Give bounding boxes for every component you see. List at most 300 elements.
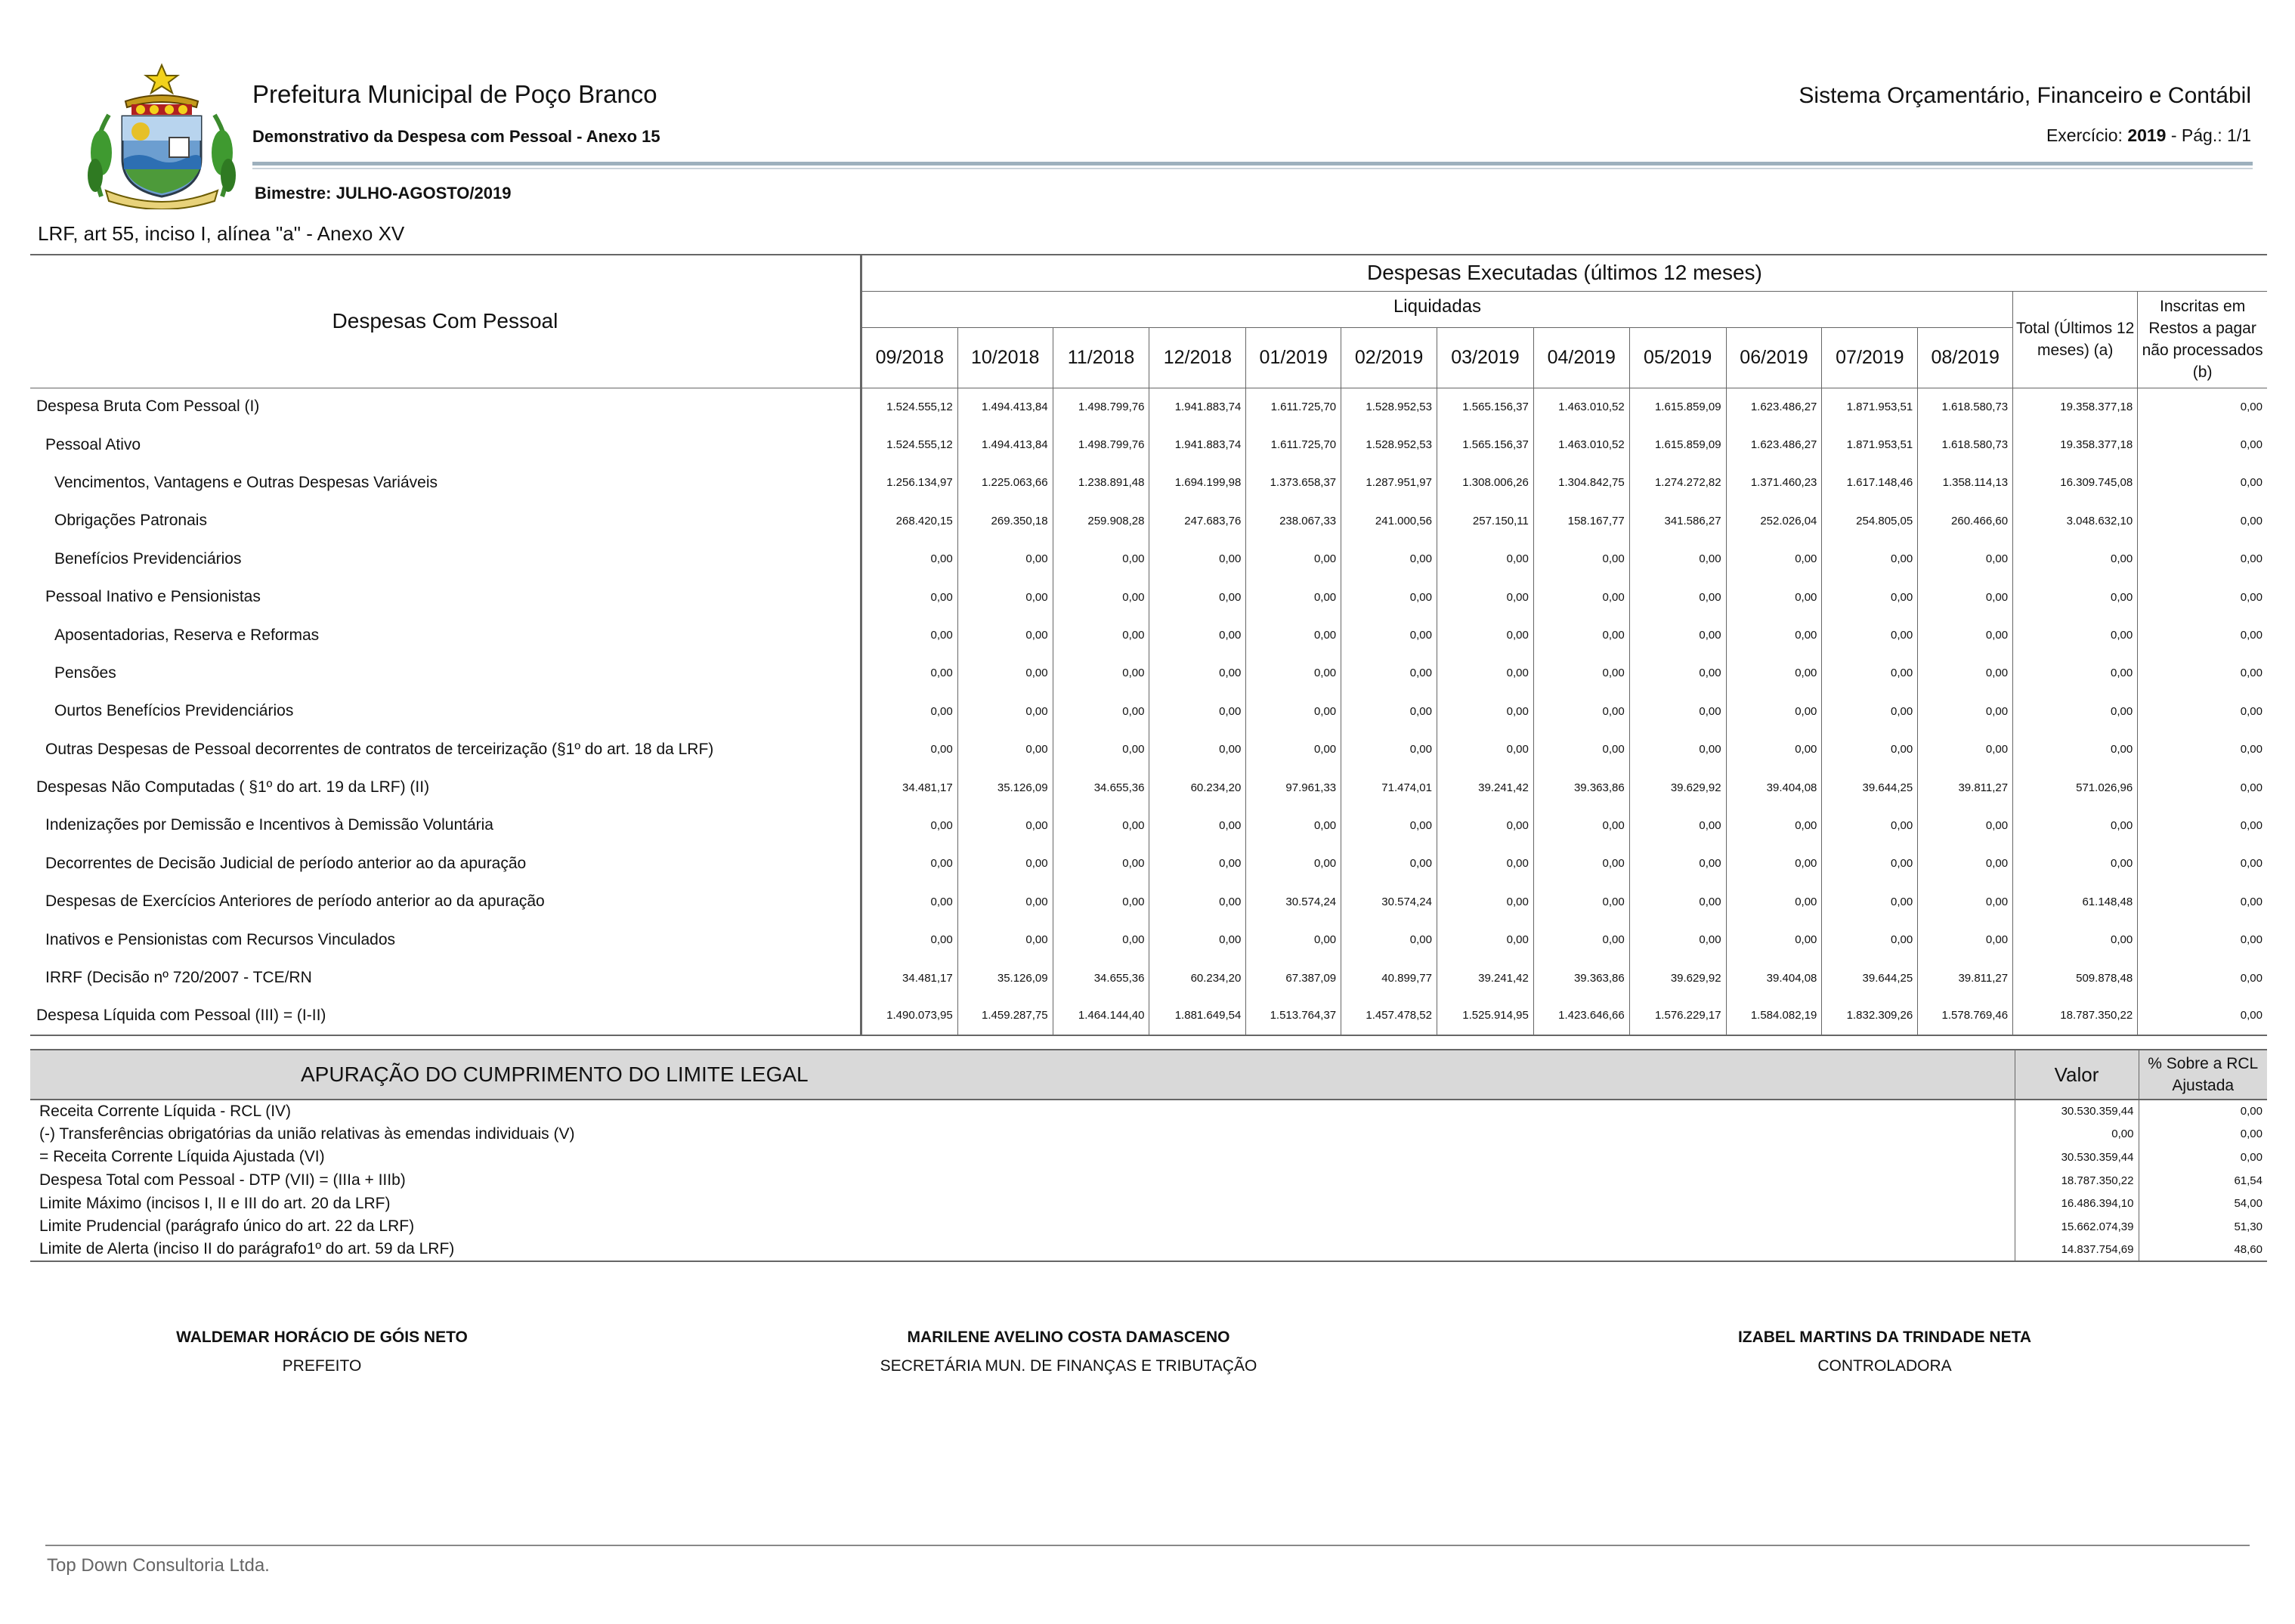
month-value-cell: 0,00 (1246, 692, 1341, 730)
total-value-cell: 3.048.632,10 (2013, 502, 2138, 540)
bimester-label: Bimestre: JULHO-AGOSTO/2019 (255, 184, 512, 203)
month-header: 07/2019 (1822, 327, 1918, 388)
month-value-cell: 0,00 (1918, 845, 2013, 883)
month-value-cell: 0,00 (1629, 883, 1726, 920)
total-12-months-header: Total (Últimos 12 meses) (a) (2013, 291, 2138, 388)
month-value-cell: 1.525.914,95 (1437, 997, 1534, 1035)
table-row (30, 997, 2267, 1035)
month-value-cell: 0,00 (1053, 692, 1149, 730)
row-label: Ourtos Benefícios Previdenciários (54, 702, 294, 720)
month-value-cell: 0,00 (1918, 578, 2013, 616)
month-value-cell: 260.466,60 (1918, 502, 2013, 540)
month-value-cell: 1.274.272,82 (1629, 464, 1726, 502)
month-value-cell: 0,00 (1726, 920, 1822, 958)
month-value-cell: 1.513.764,37 (1246, 997, 1341, 1035)
limit-row-value: 16.486.394,10 (2015, 1192, 2139, 1215)
month-value-cell: 0,00 (1726, 616, 1822, 654)
month-value-cell: 40.899,77 (1341, 959, 1437, 997)
month-value-cell: 1.371.460,23 (1726, 464, 1822, 502)
month-value-cell: 0,00 (1246, 616, 1341, 654)
limit-compliance-table (30, 1049, 2267, 1262)
month-value-cell: 0,00 (1822, 845, 1918, 883)
month-value-cell: 341.586,27 (1629, 502, 1726, 540)
limit-row (30, 1146, 2267, 1169)
month-value-cell: 269.350,18 (957, 502, 1053, 540)
limit-row (30, 1239, 2267, 1262)
month-value-cell: 0,00 (1533, 731, 1629, 769)
total-value-cell: 18.787.350,22 (2013, 997, 2138, 1035)
month-value-cell: 1.238.891,48 (1053, 464, 1149, 502)
limit-row (30, 1192, 2267, 1215)
month-header: 03/2019 (1437, 327, 1534, 388)
month-header: 11/2018 (1053, 327, 1149, 388)
month-value-cell: 0,00 (1149, 920, 1246, 958)
month-value-cell: 0,00 (1437, 540, 1534, 578)
month-value-cell: 1.565.156,37 (1437, 425, 1534, 463)
row-label: Despesas de Exercícios Anteriores de período anterior ao da apuração (45, 892, 545, 911)
month-value-cell: 0,00 (1822, 616, 1918, 654)
month-value-cell: 0,00 (1533, 616, 1629, 654)
month-value-cell: 1.617.148,46 (1822, 464, 1918, 502)
signature-role: PREFEITO (282, 1357, 362, 1375)
report-subtitle: Demonstrativo da Despesa com Pessoal - Anexo 15 (252, 127, 660, 146)
month-value-cell: 39.363,86 (1533, 769, 1629, 806)
inscritas-value-cell: 0,00 (2138, 920, 2267, 958)
value-header: Valor (2015, 1050, 2139, 1100)
limit-row-label: Receita Corrente Líquida - RCL (IV) (39, 1102, 292, 1120)
month-value-cell: 0,00 (1149, 692, 1246, 730)
month-value-cell: 0,00 (1246, 540, 1341, 578)
month-value-cell: 0,00 (1629, 806, 1726, 844)
month-value-cell: 0,00 (1053, 616, 1149, 654)
month-header: 05/2019 (1629, 327, 1726, 388)
row-label: Pessoal Ativo (45, 435, 141, 453)
month-value-cell: 0,00 (1149, 654, 1246, 692)
month-value-cell: 0,00 (1246, 654, 1341, 692)
month-value-cell: 0,00 (1149, 578, 1246, 616)
month-value-cell: 1.423.646,66 (1533, 997, 1629, 1035)
limit-row-label: (-) Transferências obrigatórias da união relativas às emendas individuais (V) (39, 1124, 575, 1143)
inscritas-value-cell: 0,00 (2138, 540, 2267, 578)
month-value-cell: 0,00 (1533, 540, 1629, 578)
month-value-cell: 0,00 (1726, 883, 1822, 920)
month-value-cell: 1.459.287,75 (957, 997, 1053, 1035)
month-value-cell: 0,00 (861, 616, 957, 654)
month-value-cell: 0,00 (1341, 616, 1437, 654)
row-label: Aposentadorias, Reserva e Reformas (54, 626, 320, 644)
inscritas-value-cell: 0,00 (2138, 388, 2267, 425)
month-value-cell: 39.629,92 (1629, 769, 1726, 806)
signature-finance-secretary (827, 1329, 1310, 1375)
month-value-cell: 39.811,27 (1918, 959, 2013, 997)
row-label: Benefícios Previdenciários (54, 549, 242, 568)
month-value-cell: 0,00 (1437, 883, 1534, 920)
month-value-cell: 0,00 (1822, 731, 1918, 769)
inscritas-value-cell: 0,00 (2138, 425, 2267, 463)
month-value-cell: 34.481,17 (861, 769, 957, 806)
month-value-cell: 0,00 (1246, 845, 1341, 883)
table-row (30, 692, 2267, 730)
month-value-cell: 1.871.953,51 (1822, 388, 1918, 425)
month-value-cell: 0,00 (1437, 845, 1534, 883)
signature-mayor (80, 1329, 564, 1375)
month-value-cell: 1.304.842,75 (1533, 464, 1629, 502)
month-value-cell: 0,00 (861, 654, 957, 692)
month-value-cell: 0,00 (1149, 616, 1246, 654)
limit-row-label: Limite de Alerta (inciso II do parágrafo1º do art. 59 da LRF) (39, 1240, 455, 1258)
total-value-cell: 19.358.377,18 (2013, 388, 2138, 425)
row-label: Indenizações por Demissão e Incentivos à Demissão Voluntária (45, 816, 493, 834)
limit-row-label: = Receita Corrente Líquida Ajustada (VI) (39, 1148, 325, 1166)
month-value-cell: 39.241,42 (1437, 769, 1534, 806)
month-value-cell: 60.234,20 (1149, 769, 1246, 806)
total-value-cell: 0,00 (2013, 654, 2138, 692)
limit-row-percent: 0,00 (2139, 1100, 2267, 1123)
table-row (30, 883, 2267, 920)
month-value-cell: 0,00 (957, 845, 1053, 883)
month-value-cell: 1.618.580,73 (1918, 425, 2013, 463)
month-value-cell: 0,00 (1341, 920, 1437, 958)
table-row (30, 920, 2267, 958)
month-value-cell: 1.565.156,37 (1437, 388, 1534, 425)
month-value-cell: 0,00 (957, 883, 1053, 920)
month-value-cell: 0,00 (1918, 806, 2013, 844)
table-row (30, 616, 2267, 654)
month-value-cell: 0,00 (1053, 578, 1149, 616)
row-label: Obrigações Patronais (54, 512, 207, 530)
month-value-cell: 0,00 (1437, 616, 1534, 654)
month-value-cell: 1.941.883,74 (1149, 388, 1246, 425)
inscritas-value-cell: 0,00 (2138, 845, 2267, 883)
month-value-cell: 0,00 (1053, 654, 1149, 692)
month-value-cell: 1.611.725,70 (1246, 388, 1341, 425)
month-value-cell: 0,00 (1918, 692, 2013, 730)
inscritas-value-cell: 0,00 (2138, 959, 2267, 997)
exercise-label: Exercício: (2046, 125, 2123, 145)
table-row (30, 845, 2267, 883)
total-value-cell: 0,00 (2013, 616, 2138, 654)
total-value-cell: 0,00 (2013, 845, 2138, 883)
left-column-header: Despesas Com Pessoal (30, 255, 861, 388)
month-header: 02/2019 (1341, 327, 1437, 388)
month-value-cell: 0,00 (1822, 578, 1918, 616)
footer-company: Top Down Consultoria Ltda. (47, 1555, 270, 1576)
footer-rule (45, 1545, 2250, 1546)
month-value-cell: 0,00 (1726, 731, 1822, 769)
month-value-cell: 97.961,33 (1246, 769, 1341, 806)
month-value-cell: 1.308.006,26 (1437, 464, 1534, 502)
month-value-cell: 0,00 (957, 578, 1053, 616)
month-value-cell: 1.256.134,97 (861, 464, 957, 502)
month-value-cell: 1.358.114,13 (1918, 464, 2013, 502)
month-value-cell: 257.150,11 (1437, 502, 1534, 540)
limit-row-label: Limite Máximo (incisos I, II e III do art. 20 da LRF) (39, 1194, 391, 1212)
month-value-cell: 0,00 (1629, 578, 1726, 616)
month-value-cell: 0,00 (861, 920, 957, 958)
month-value-cell: 0,00 (1149, 883, 1246, 920)
month-value-cell: 1.584.082,19 (1726, 997, 1822, 1035)
month-value-cell: 0,00 (1437, 692, 1534, 730)
month-value-cell: 0,00 (1533, 883, 1629, 920)
table-row (30, 578, 2267, 616)
inscritas-value-cell: 0,00 (2138, 654, 2267, 692)
total-value-cell: 16.309.745,08 (2013, 464, 2138, 502)
month-value-cell: 1.457.478,52 (1341, 997, 1437, 1035)
month-value-cell: 0,00 (1918, 540, 2013, 578)
table-row (30, 654, 2267, 692)
month-value-cell: 0,00 (1437, 578, 1534, 616)
month-header: 04/2019 (1533, 327, 1629, 388)
limit-row (30, 1215, 2267, 1239)
month-value-cell: 35.126,09 (957, 769, 1053, 806)
month-value-cell: 34.655,36 (1053, 769, 1149, 806)
month-value-cell: 0,00 (1726, 806, 1822, 844)
month-value-cell: 1.524.555,12 (861, 425, 957, 463)
row-label: Pessoal Inativo e Pensionistas (45, 588, 261, 606)
page-number: - Pág.: 1/1 (2170, 125, 2251, 145)
month-value-cell: 39.404,08 (1726, 769, 1822, 806)
month-header: 10/2018 (957, 327, 1053, 388)
exercise-page-info (2046, 125, 2251, 146)
month-value-cell: 35.126,09 (957, 959, 1053, 997)
municipality-title: Prefeitura Municipal de Poço Branco (252, 80, 657, 108)
month-value-cell: 1.881.649,54 (1149, 997, 1246, 1035)
signature-role: SECRETÁRIA MUN. DE FINANÇAS E TRIBUTAÇÃO (880, 1357, 1257, 1375)
inscritas-value-cell: 0,00 (2138, 997, 2267, 1035)
month-value-cell: 1.498.799,76 (1053, 425, 1149, 463)
legal-reference: LRF, art 55, inciso I, alínea "a" - Anexo XV (38, 222, 405, 245)
month-value-cell: 39.644,25 (1822, 959, 1918, 997)
limit-compliance-header: APURAÇÃO DO CUMPRIMENTO DO LIMITE LEGAL (30, 1050, 2015, 1100)
month-value-cell: 0,00 (1918, 883, 2013, 920)
month-value-cell: 1.578.769,46 (1918, 997, 2013, 1035)
month-value-cell: 1.832.309,26 (1822, 997, 1918, 1035)
row-label: Despesa Bruta Com Pessoal (I) (36, 397, 260, 416)
month-value-cell: 39.363,86 (1533, 959, 1629, 997)
month-value-cell: 241.000,56 (1341, 502, 1437, 540)
month-value-cell: 0,00 (861, 692, 957, 730)
month-value-cell: 0,00 (1149, 806, 1246, 844)
limit-row-label: Limite Prudencial (parágrafo único do art. 22 da LRF) (39, 1217, 415, 1236)
month-value-cell: 0,00 (1053, 845, 1149, 883)
total-value-cell: 0,00 (2013, 731, 2138, 769)
month-value-cell: 259.908,28 (1053, 502, 1149, 540)
month-value-cell: 1.498.799,76 (1053, 388, 1149, 425)
month-value-cell: 1.623.486,27 (1726, 388, 1822, 425)
month-value-cell: 252.026,04 (1726, 502, 1822, 540)
month-value-cell: 0,00 (957, 806, 1053, 844)
inscritas-value-cell: 0,00 (2138, 769, 2267, 806)
header-rule (252, 162, 2253, 165)
month-value-cell: 0,00 (1341, 654, 1437, 692)
total-value-cell: 571.026,96 (2013, 769, 2138, 806)
unprocessed-payables-header: Inscritas em Restos a pagar não processados (b) (2138, 291, 2267, 388)
month-value-cell: 0,00 (1726, 578, 1822, 616)
month-value-cell: 1.611.725,70 (1246, 425, 1341, 463)
limit-row-percent: 48,60 (2139, 1239, 2267, 1262)
month-value-cell: 1.225.063,66 (957, 464, 1053, 502)
limit-row-value: 30.530.359,44 (2015, 1146, 2139, 1169)
liquidated-header: Liquidadas (861, 291, 2012, 327)
month-value-cell: 0,00 (1437, 731, 1534, 769)
month-value-cell: 0,00 (1341, 692, 1437, 730)
month-value-cell: 0,00 (1341, 731, 1437, 769)
limit-row-value: 30.530.359,44 (2015, 1100, 2139, 1123)
month-value-cell: 0,00 (1918, 920, 2013, 958)
month-value-cell: 30.574,24 (1341, 883, 1437, 920)
month-value-cell: 1.871.953,51 (1822, 425, 1918, 463)
month-value-cell: 0,00 (1629, 616, 1726, 654)
month-value-cell: 0,00 (861, 578, 957, 616)
month-value-cell: 71.474,01 (1341, 769, 1437, 806)
month-value-cell: 0,00 (1246, 920, 1341, 958)
month-value-cell: 254.805,05 (1822, 502, 1918, 540)
month-value-cell: 0,00 (1822, 654, 1918, 692)
month-value-cell: 0,00 (1246, 578, 1341, 616)
total-value-cell: 509.878,48 (2013, 959, 2138, 997)
month-value-cell: 0,00 (1918, 654, 2013, 692)
month-value-cell: 0,00 (1053, 540, 1149, 578)
limit-row-percent: 61,54 (2139, 1169, 2267, 1192)
month-value-cell: 0,00 (861, 845, 957, 883)
signature-name: MARILENE AVELINO COSTA DAMASCENO (907, 1329, 1230, 1346)
row-label: Despesas Não Computadas ( §1º do art. 19 da LRF) (II) (36, 778, 430, 797)
month-value-cell: 39.629,92 (1629, 959, 1726, 997)
inscritas-value-cell: 0,00 (2138, 616, 2267, 654)
inscritas-value-cell: 0,00 (2138, 464, 2267, 502)
row-label: Vencimentos, Vantagens e Outras Despesas Variáveis (54, 473, 438, 491)
month-value-cell: 0,00 (1822, 806, 1918, 844)
total-value-cell: 0,00 (2013, 806, 2138, 844)
row-label: Despesa Líquida com Pessoal (III) = (I-II) (36, 1006, 326, 1024)
month-value-cell: 0,00 (1629, 731, 1726, 769)
month-value-cell: 0,00 (1533, 654, 1629, 692)
month-value-cell: 0,00 (1629, 540, 1726, 578)
total-value-cell: 0,00 (2013, 920, 2138, 958)
rcl-percent-header: % Sobre a RCL Ajustada (2139, 1050, 2267, 1100)
limit-row-percent: 0,00 (2139, 1123, 2267, 1146)
month-value-cell: 1.494.413,84 (957, 425, 1053, 463)
month-value-cell: 60.234,20 (1149, 959, 1246, 997)
month-value-cell: 0,00 (1533, 692, 1629, 730)
month-value-cell: 0,00 (957, 731, 1053, 769)
table-row (30, 464, 2267, 502)
total-value-cell: 0,00 (2013, 692, 2138, 730)
limit-row-value: 14.837.754,69 (2015, 1239, 2139, 1262)
limit-row (30, 1123, 2267, 1146)
table-row (30, 769, 2267, 806)
table-row (30, 806, 2267, 844)
month-value-cell: 0,00 (1726, 654, 1822, 692)
table-row (30, 425, 2267, 463)
month-value-cell: 0,00 (1341, 845, 1437, 883)
month-value-cell: 0,00 (1053, 806, 1149, 844)
month-value-cell: 0,00 (1629, 920, 1726, 958)
month-value-cell: 1.464.144,40 (1053, 997, 1149, 1035)
month-value-cell: 0,00 (1918, 616, 2013, 654)
row-label: Outras Despesas de Pessoal decorrentes de contratos de terceirização (§1º do art. 18 da LRF) (45, 740, 714, 758)
limit-row-percent: 51,30 (2139, 1215, 2267, 1239)
inscritas-value-cell: 0,00 (2138, 502, 2267, 540)
month-value-cell: 1.576.229,17 (1629, 997, 1726, 1035)
month-value-cell: 0,00 (1341, 578, 1437, 616)
month-value-cell: 0,00 (1533, 845, 1629, 883)
month-value-cell: 34.655,36 (1053, 959, 1149, 997)
month-value-cell: 1.941.883,74 (1149, 425, 1246, 463)
month-value-cell: 0,00 (1437, 920, 1534, 958)
month-value-cell: 0,00 (1822, 540, 1918, 578)
month-value-cell: 0,00 (1629, 654, 1726, 692)
month-value-cell: 0,00 (1149, 731, 1246, 769)
month-value-cell: 1.618.580,73 (1918, 388, 2013, 425)
month-value-cell: 0,00 (1437, 654, 1534, 692)
month-value-cell: 0,00 (1246, 731, 1341, 769)
month-value-cell: 1.528.952,53 (1341, 425, 1437, 463)
personnel-expense-table (30, 254, 2267, 1036)
month-value-cell: 247.683,76 (1149, 502, 1246, 540)
table-row (30, 540, 2267, 578)
month-value-cell: 0,00 (1822, 692, 1918, 730)
month-header: 09/2018 (861, 327, 957, 388)
total-value-cell: 0,00 (2013, 578, 2138, 616)
month-value-cell: 0,00 (1726, 540, 1822, 578)
limit-row (30, 1169, 2267, 1192)
month-value-cell: 0,00 (861, 883, 957, 920)
month-value-cell: 0,00 (1053, 883, 1149, 920)
month-value-cell: 1.490.073,95 (861, 997, 957, 1035)
month-value-cell: 0,00 (957, 654, 1053, 692)
inscritas-value-cell: 0,00 (2138, 578, 2267, 616)
month-value-cell: 0,00 (861, 540, 957, 578)
table-row (30, 731, 2267, 769)
signature-name: IZABEL MARTINS DA TRINDADE NETA (1737, 1329, 2032, 1346)
month-value-cell: 0,00 (1822, 920, 1918, 958)
month-value-cell: 1.287.951,97 (1341, 464, 1437, 502)
inscritas-value-cell: 0,00 (2138, 731, 2267, 769)
inscritas-value-cell: 0,00 (2138, 692, 2267, 730)
month-value-cell: 0,00 (1341, 540, 1437, 578)
row-label: Pensões (54, 664, 116, 682)
month-value-cell: 0,00 (861, 806, 957, 844)
inscritas-value-cell: 0,00 (2138, 883, 2267, 920)
month-value-cell: 0,00 (1533, 806, 1629, 844)
month-value-cell: 268.420,15 (861, 502, 957, 540)
month-header: 06/2019 (1726, 327, 1822, 388)
inscritas-value-cell: 0,00 (2138, 806, 2267, 844)
system-name: Sistema Orçamentário, Financeiro e Contábil (1799, 83, 2251, 108)
row-label: Inativos e Pensionistas com Recursos Vinculados (45, 930, 396, 948)
row-label: IRRF (Decisão nº 720/2007 - TCE/RN (45, 969, 312, 987)
month-header: 01/2019 (1246, 327, 1341, 388)
month-value-cell: 67.387,09 (1246, 959, 1341, 997)
limit-row-value: 18.787.350,22 (2015, 1169, 2139, 1192)
limit-row-percent: 54,00 (2139, 1192, 2267, 1215)
month-value-cell: 0,00 (1533, 920, 1629, 958)
month-value-cell: 1.528.952,53 (1341, 388, 1437, 425)
month-header: 12/2018 (1149, 327, 1246, 388)
month-value-cell: 0,00 (1149, 845, 1246, 883)
limit-row-label: Despesa Total com Pessoal - DTP (VII) = (IIIa + IIIb) (39, 1171, 406, 1189)
limit-row-value: 0,00 (2015, 1123, 2139, 1146)
month-value-cell: 0,00 (1053, 920, 1149, 958)
limit-row-percent: 0,00 (2139, 1146, 2267, 1169)
month-value-cell: 1.615.859,09 (1629, 388, 1726, 425)
month-value-cell: 39.404,08 (1726, 959, 1822, 997)
month-value-cell: 0,00 (1149, 540, 1246, 578)
total-value-cell: 0,00 (2013, 540, 2138, 578)
table-row (30, 502, 2267, 540)
row-label: Decorrentes de Decisão Judicial de período anterior ao da apuração (45, 854, 527, 872)
